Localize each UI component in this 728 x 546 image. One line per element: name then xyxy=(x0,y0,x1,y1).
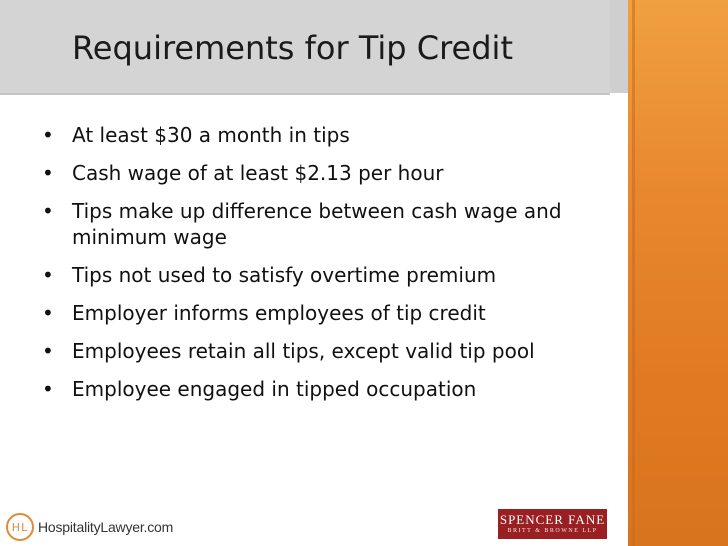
bullet-item xyxy=(42,300,627,326)
bullet-dot: • xyxy=(42,123,54,147)
bullet-dot: • xyxy=(42,263,54,287)
spencer-fane-logo xyxy=(498,509,607,539)
bullet-item xyxy=(42,198,627,250)
orange-accent-panel xyxy=(628,0,728,546)
sf-logo-main: SPENCER FANE xyxy=(499,512,606,527)
bullet-text: Tips not used to satisfy overtime premium xyxy=(72,263,497,287)
hl-logo-icon: HL xyxy=(6,513,34,541)
hl-logo-text: HospitalityLawyer.com xyxy=(38,519,174,535)
bullet-text: Employer informs employees of tip credit xyxy=(72,301,486,325)
hospitalitylawyer-logo xyxy=(6,513,173,541)
bullet-text: Tips make up difference between cash wage and minimum wage xyxy=(72,199,562,249)
title-bar xyxy=(0,0,610,95)
bullet-item xyxy=(42,376,627,402)
bullet-item xyxy=(42,160,627,186)
bullet-list xyxy=(42,122,627,414)
accent-divider xyxy=(632,0,635,546)
bullet-dot: • xyxy=(42,339,54,363)
bullet-dot: • xyxy=(42,161,54,185)
bullet-item xyxy=(42,338,627,364)
bullet-dot: • xyxy=(42,199,54,223)
sf-logo-sub: BRITT & BROWNE LLP xyxy=(507,528,598,534)
bullet-text: Employees retain all tips, except valid tip pool xyxy=(72,339,535,363)
bullet-dot: • xyxy=(42,301,54,325)
title-bar-extension xyxy=(610,0,628,93)
bullet-text: Cash wage of at least $2.13 per hour xyxy=(72,161,444,185)
bullet-item xyxy=(42,262,627,288)
bullet-text: Employee engaged in tipped occupation xyxy=(72,377,477,401)
bullet-text: At least $30 a month in tips xyxy=(72,123,350,147)
bullet-item xyxy=(42,122,627,148)
bullet-dot: • xyxy=(42,377,54,401)
slide-title: Requirements for Tip Credit xyxy=(72,29,513,67)
